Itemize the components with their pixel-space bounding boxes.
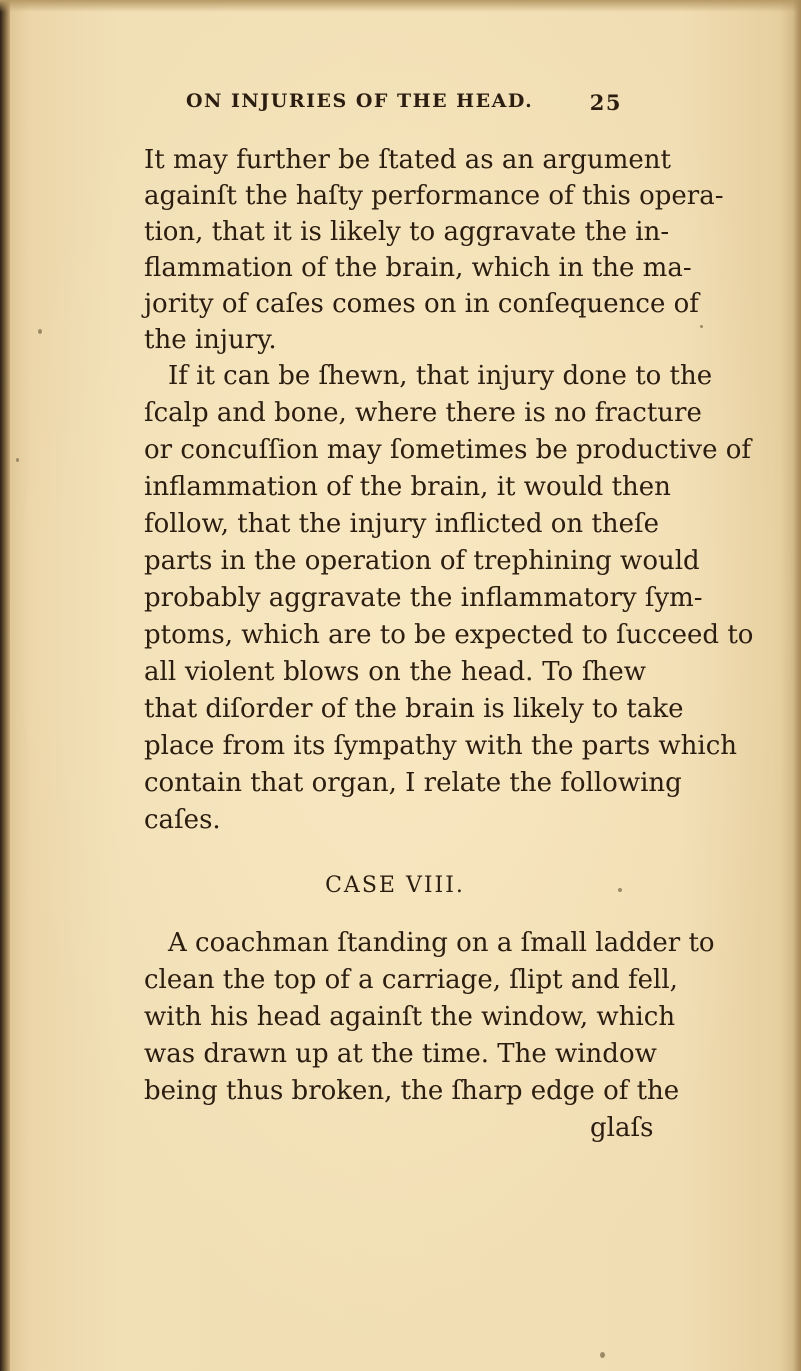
text-line: A coachman ſtanding on a ſmall ladder to — [168, 928, 715, 958]
text-line: parts in the operation of trephining would — [144, 546, 700, 576]
text-line: againſt the haſty performance of this opera- — [144, 181, 724, 211]
text-line: follow, that the injury inflicted on theſe — [144, 509, 660, 539]
text-line: being thus broken, the ſharp edge of the — [144, 1076, 680, 1106]
text-line: inflammation of the brain, it would then — [144, 472, 671, 502]
paper-speck — [38, 329, 42, 334]
page-gutter-shadow — [0, 0, 10, 1371]
text-line: was drawn up at the time. The window — [144, 1039, 657, 1069]
text-line: ptoms, which are to be expected to ſucceed to — [144, 620, 754, 650]
page-number: 25 — [589, 90, 622, 115]
paper-speck — [618, 888, 622, 892]
page-right-edge — [793, 0, 801, 1371]
case-heading: CASE VIII. — [325, 873, 465, 898]
text-line: If it can be ſhewn, that injury done to the — [168, 361, 713, 391]
text-line: or concuſſion may ſometimes be productive of — [144, 435, 752, 465]
text-line: clean the top of a carriage, ſlipt and fell, — [144, 965, 678, 995]
text-line: jority of caſes comes on in conſequence of — [144, 289, 699, 319]
catchword: glaſs — [590, 1113, 654, 1143]
text-line: caſes. — [144, 805, 221, 835]
text-line: tion, that it is likely to aggravate the in- — [144, 217, 670, 247]
text-line: that diſorder of the brain is likely to take — [144, 694, 684, 724]
text-line: with his head againſt the window, which — [144, 1002, 676, 1032]
text-line: ſcalp and bone, where there is no fracture — [144, 398, 702, 428]
page-top-edge — [0, 0, 801, 12]
text-line: flammation of the brain, which in the ma- — [144, 253, 692, 283]
text-line: all violent blows on the head. To ſhew — [144, 657, 646, 687]
page-header — [186, 84, 626, 118]
text-line: contain that organ, I relate the following — [144, 768, 682, 798]
text-line: place from its ſympathy with the parts which — [144, 731, 738, 761]
text-line: probably aggravate the inflammatory ſym- — [144, 583, 703, 613]
running-head: ON INJURIES OF THE HEAD. — [186, 90, 534, 112]
text-line: It may further be ſtated as an argument — [144, 145, 671, 175]
paper-speck — [600, 1352, 605, 1358]
paper-speck — [16, 458, 19, 462]
text-line: the injury. — [144, 325, 277, 355]
paper-speck — [700, 325, 703, 328]
